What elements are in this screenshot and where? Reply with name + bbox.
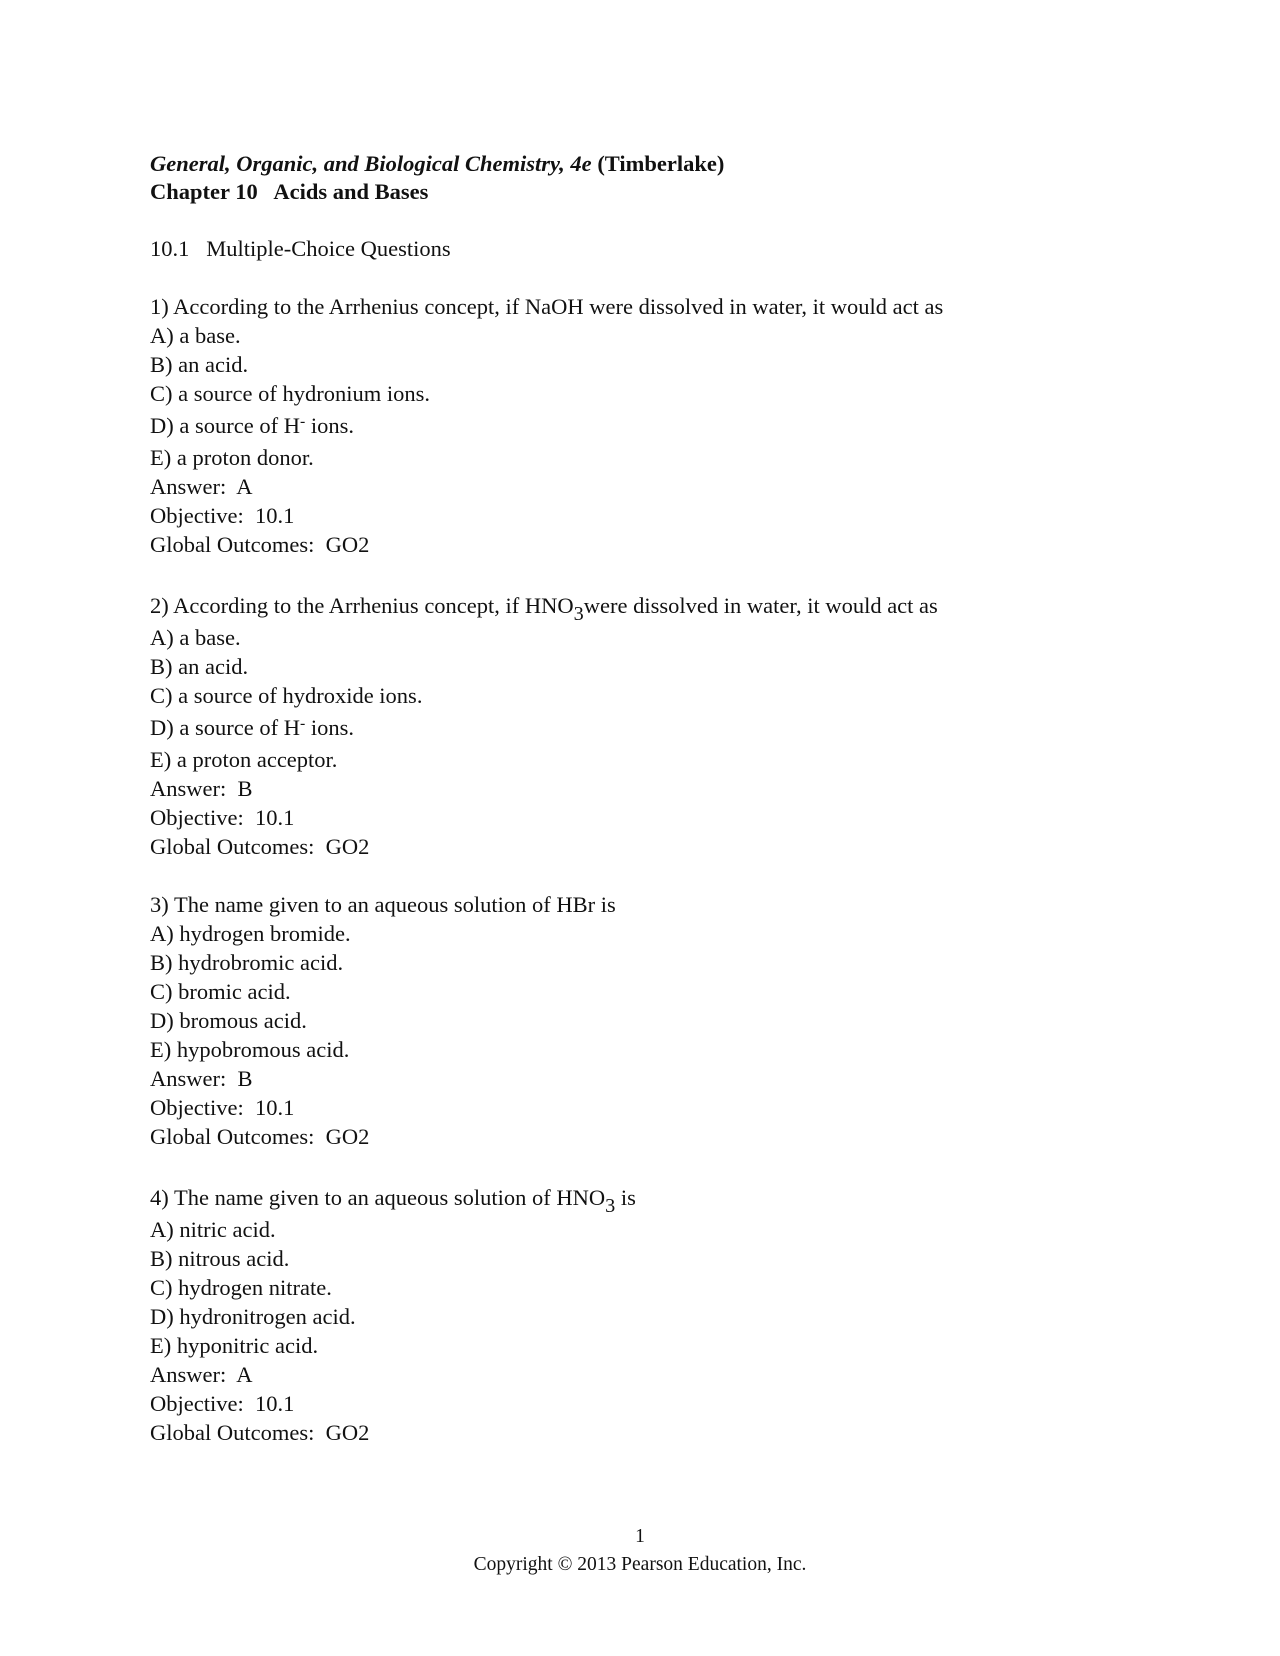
global-outcomes: Global Outcomes: GO2: [150, 834, 370, 859]
option-text: D) a source of H: [150, 715, 300, 740]
objective: Objective: 10.1: [150, 805, 295, 830]
objective: Objective: 10.1: [150, 503, 295, 528]
global-outcomes: Global Outcomes: GO2: [150, 532, 370, 557]
option-d: D) hydronitrogen acid.: [150, 1304, 356, 1329]
option-text-tail: ions.: [305, 413, 354, 438]
superscript: -: [299, 412, 306, 430]
book-title: General, Organic, and Biological Chemistry, 4e: [150, 151, 592, 176]
option-b: B) an acid.: [150, 352, 249, 377]
subscript: 3: [605, 1195, 616, 1218]
book-title-line: [150, 150, 1150, 178]
option-b: B) an acid.: [150, 654, 249, 679]
stem-text: 3) The name given to an aqueous solution of HBr is: [150, 892, 616, 917]
option-c: C) hydrogen nitrate.: [150, 1275, 332, 1300]
book-author: (Timberlake): [597, 151, 725, 176]
page-number: 1: [635, 1526, 645, 1547]
copyright-notice: Copyright © 2013 Pearson Education, Inc.: [473, 1554, 807, 1575]
option-a: A) nitric acid.: [150, 1217, 276, 1242]
section-heading: 10.1 Multiple-Choice Questions: [150, 236, 451, 261]
question-stem: [150, 890, 1150, 919]
question-4: [150, 1180, 1150, 1447]
question-1: [150, 292, 1150, 559]
option-b: B) nitrous acid.: [150, 1246, 290, 1271]
stem-text: 1) According to the Arrhenius concept, if NaOH were dissolved in water, it would act as: [150, 294, 944, 319]
stem-text: 2) According to the Arrhenius concept, if HNO: [150, 593, 574, 618]
question-stem: [150, 588, 1150, 626]
option-text-tail: ions.: [305, 715, 354, 740]
objective: Objective: 10.1: [150, 1095, 295, 1120]
option-a: A) hydrogen bromide.: [150, 921, 351, 946]
stem-text: 4) The name given to an aqueous solution of HNO: [150, 1185, 606, 1210]
option-e: E) a proton donor.: [150, 445, 314, 470]
option-c: C) bromic acid.: [150, 979, 291, 1004]
objective: Objective: 10.1: [150, 1391, 295, 1416]
chapter-title: Chapter 10 Acids and Bases: [150, 179, 429, 204]
option-c: C) a source of hydronium ions.: [150, 381, 430, 406]
option-d: D) bromous acid.: [150, 1008, 307, 1033]
question-2: [150, 588, 1150, 861]
answer: Answer: A: [150, 474, 253, 499]
option-e: E) hyponitric acid.: [150, 1333, 319, 1358]
global-outcomes: Global Outcomes: GO2: [150, 1124, 370, 1149]
stem-text-tail: is: [615, 1185, 636, 1210]
question-stem: [150, 292, 1150, 321]
answer: Answer: A: [150, 1362, 253, 1387]
global-outcomes: Global Outcomes: GO2: [150, 1420, 370, 1445]
option-d: [150, 710, 1150, 745]
superscript: -: [299, 714, 306, 732]
option-c: C) a source of hydroxide ions.: [150, 683, 423, 708]
option-a: A) a base.: [150, 625, 241, 650]
option-e: E) hypobromous acid.: [150, 1037, 350, 1062]
page-content: [150, 150, 1150, 1447]
answer: Answer: B: [150, 1066, 253, 1091]
subscript: 3: [573, 603, 584, 626]
option-a: A) a base.: [150, 323, 241, 348]
answer: Answer: B: [150, 776, 253, 801]
stem-text-tail: were dissolved in water, it would act as: [583, 593, 938, 618]
question-3: [150, 890, 1150, 1151]
option-e: E) a proton acceptor.: [150, 747, 338, 772]
question-stem: [150, 1180, 1150, 1218]
option-d: [150, 408, 1150, 443]
option-b: B) hydrobromic acid.: [150, 950, 344, 975]
option-text: D) a source of H: [150, 413, 300, 438]
